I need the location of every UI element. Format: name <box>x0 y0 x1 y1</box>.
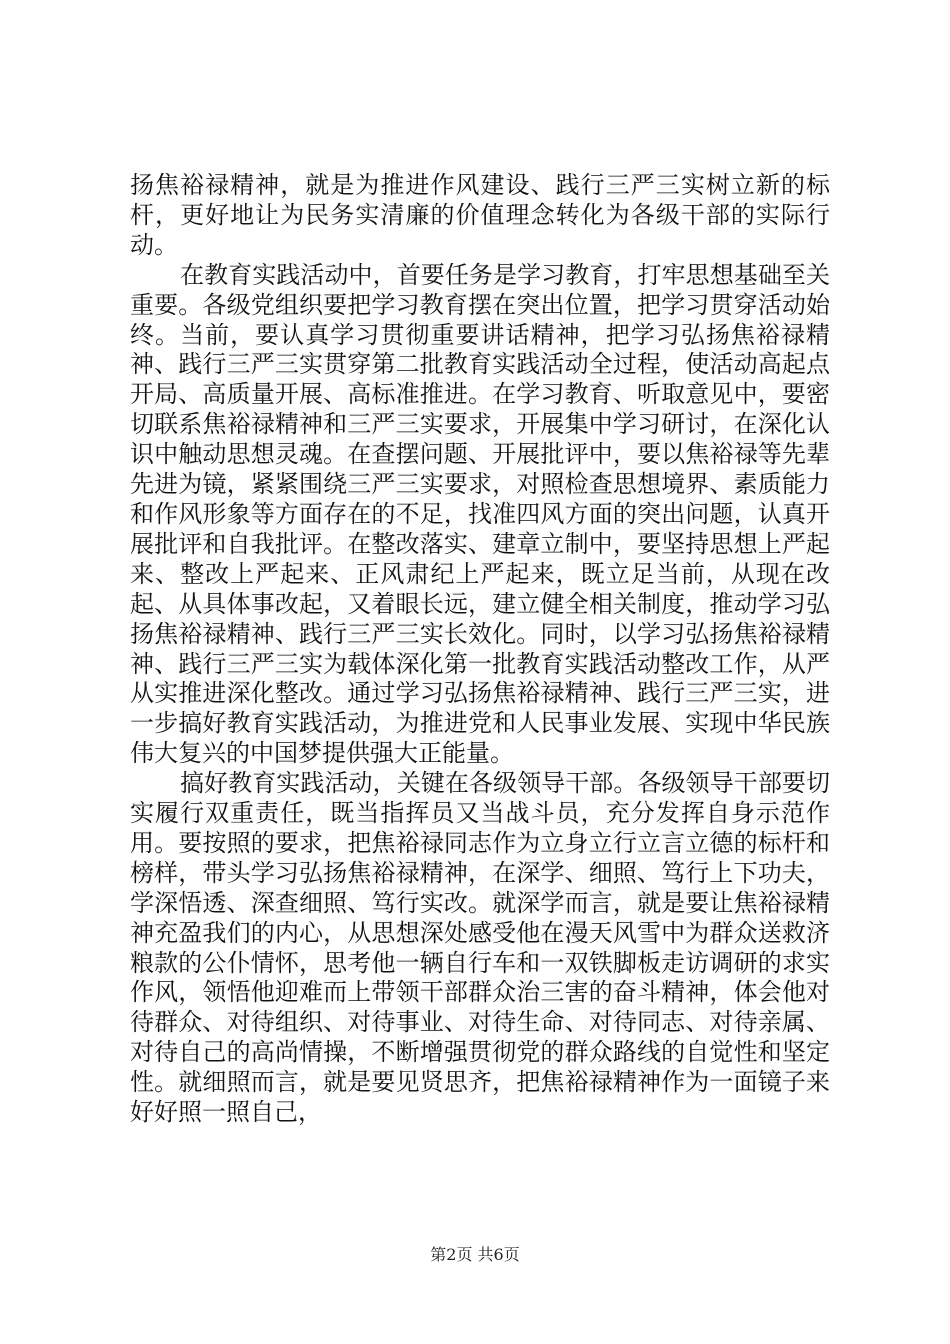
paragraph-leading-cadres: 搞好教育实践活动，关键在各级领导干部。各级领导干部要切实履行双重责任，既当指挥员又当战斗员，充分发挥自身示范作用。要按照的要求，把焦裕禄同志作为立身立行立言立德的标杆和榜样，带头学习弘扬焦裕禄精神，在深学、细照、笃行上下功夫，学深悟透、深查细照、笃行实改。就深学而言，就是要让焦裕禄精神充盈我们的内心，从思想深处感受他在漫天风雪中为群众送救济粮款的公仆情怀，思考他一辆自行车和一双铁脚板走访调研的求实作风，领悟他迎难而上带领干部群众治三害的奋斗精神，体会他对待群众、对待组织、对待事业、对待生命、对待同志、对待亲属、对待自己的高尚情操，不断增强贯彻党的群众路线的自觉性和坚定性。就细照而言，就是要见贤思齐，把焦裕禄精神作为一面镜子来好好照一照自己， <box>130 769 830 1127</box>
paragraph-education-practice: 在教育实践活动中，首要任务是学习教育，打牢思想基础至关重要。各级党组织要把学习教育摆在突出位置，把学习贯穿活动始终。当前，要认真学习贯彻重要讲话精神，把学习弘扬焦裕禄精神、践行三严三实贯穿第二批教育实践活动全过程，使活动高起点开局、高质量开展、高标准推进。在学习教育、听取意见中，要密切联系焦裕禄精神和三严三实要求，开展集中学习研讨，在深化认识中触动思想灵魂。在查摆问题、开展批评中，要以焦裕禄等先辈先进为镜，紧紧围绕三严三实要求，对照检查思想境界、素质能力和作风形象等方面存在的不足，找准四风方面的突出问题，认真开展批评和自我批评。在整改落实、建章立制中，要坚持思想上严起来、整改上严起来、正风肃纪上严起来，既立足当前，从现在改起、从具体事改起，又着眼长远，建立健全相关制度，推动学习弘扬焦裕禄精神、践行三严三实长效化。同时，以学习弘扬焦裕禄精神、践行三严三实为载体深化第一批教育实践活动整改工作，从严从实推进深化整改。通过学习弘扬焦裕禄精神、践行三严三实，进一步搞好教育实践活动，为推进党和人民事业发展、实现中华民族伟大复兴的中国梦提供强大正能量。 <box>130 260 830 768</box>
page-footer: 第2页 共6页 <box>430 1245 520 1264</box>
document-body <box>130 171 830 1128</box>
paragraph-continuation: 扬焦裕禄精神，就是为推进作风建设、践行三严三实树立新的标杆，更好地让为民务实清廉的价值理念转化为各级干部的实际行动。 <box>130 171 830 259</box>
